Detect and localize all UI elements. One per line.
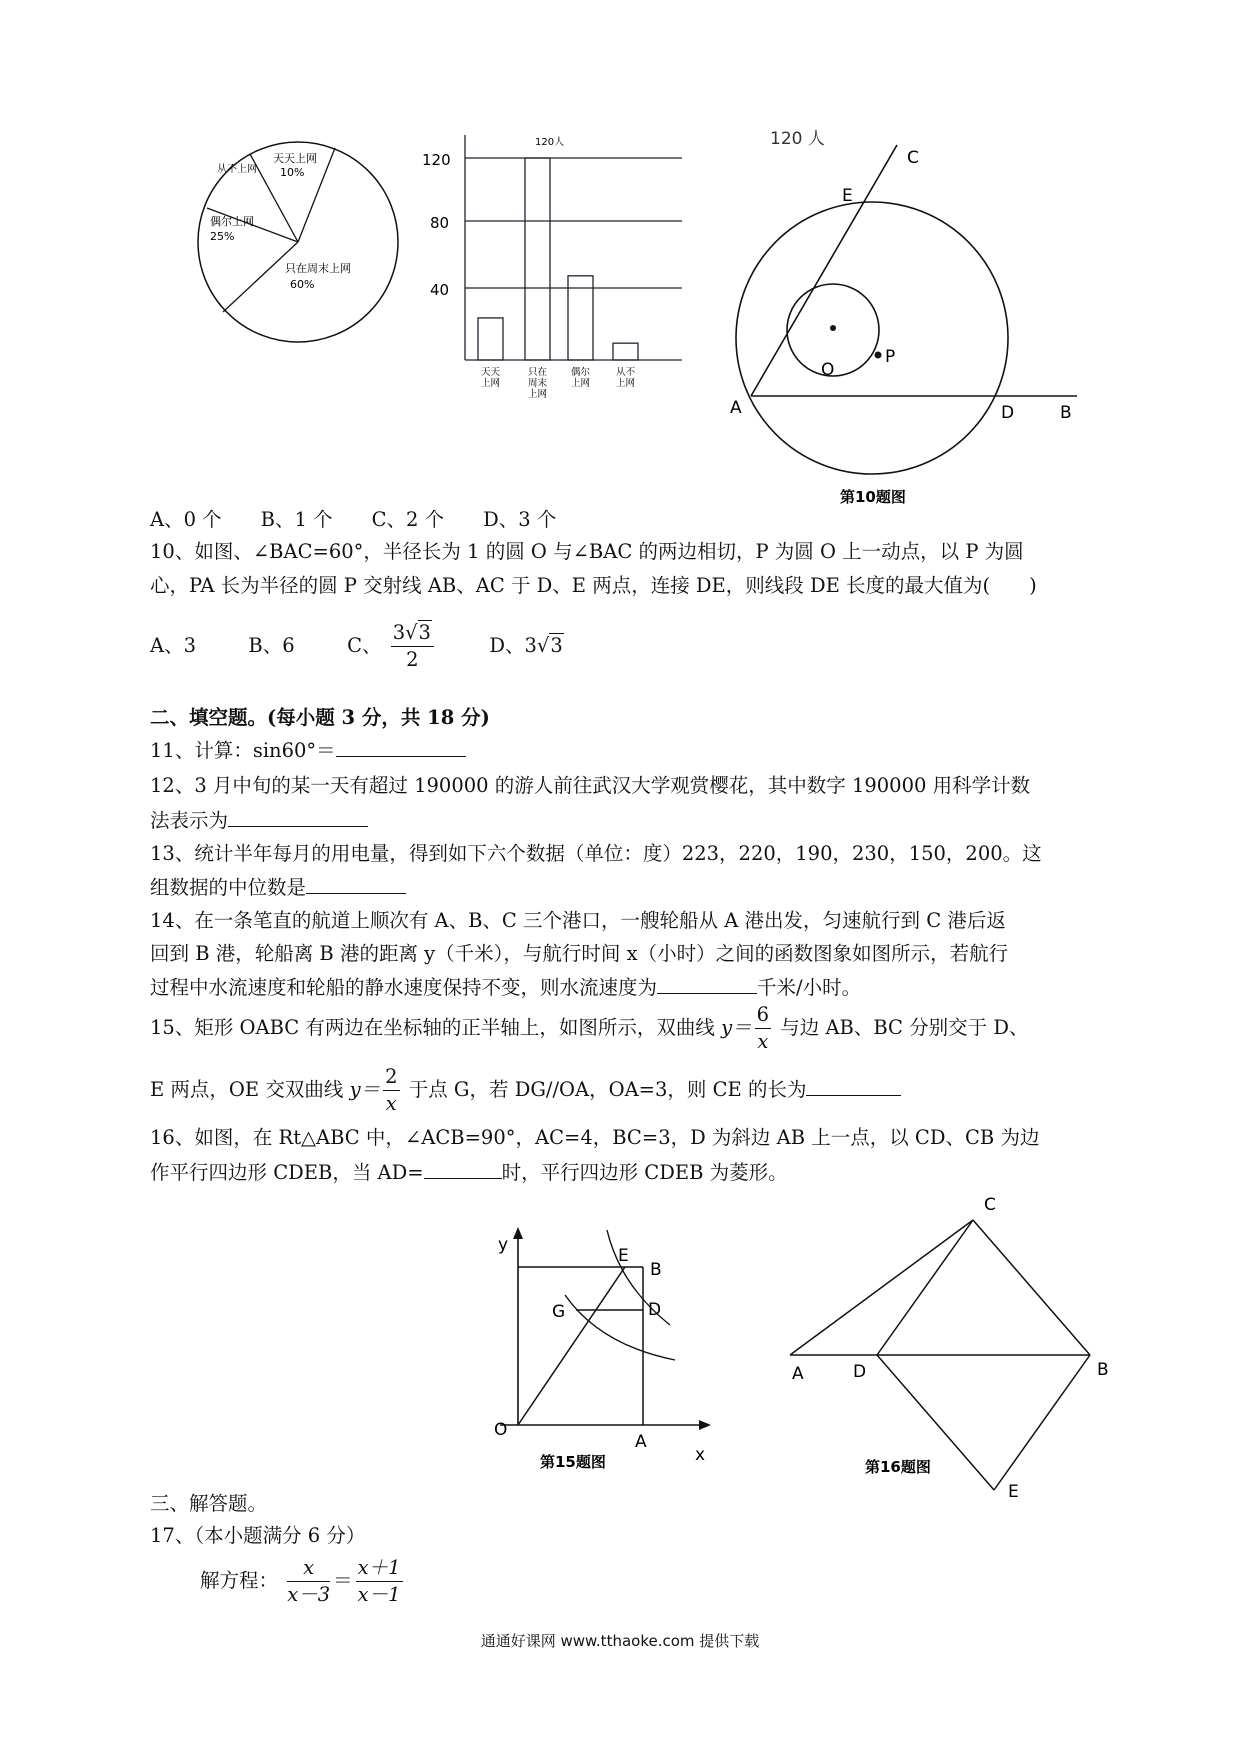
q10-c-coef: 3 [392, 621, 406, 644]
q11-text: 11、计算：sin60°＝ [150, 739, 336, 762]
fig15-label-y: y [498, 1235, 509, 1255]
pie-label-sometimes: 偶尔上网 [210, 215, 254, 228]
fig16-segment-eb [994, 1355, 1090, 1490]
figure-10 [715, 130, 1095, 514]
q17-right-den: x－1 [357, 1583, 401, 1606]
q14-line2: 回到 B 港，轮船离 B 港的距离 y（千米），与航行时间 x（小时）之间的函数图象如图所示，若航行 [150, 942, 1009, 965]
figure-15 [480, 1225, 730, 1494]
bar-4 [613, 343, 638, 360]
q17-left-den: x－3 [287, 1583, 331, 1606]
fig10-label-c: C [907, 148, 919, 168]
q15-line2 [150, 1063, 901, 1117]
fig15-segment-oe [518, 1267, 625, 1425]
fig15-label-b: B [650, 1260, 662, 1280]
q12-blank[interactable] [228, 806, 368, 827]
bar-ytick-40: 40 [430, 281, 450, 299]
fig16-label-d: D [853, 1362, 867, 1382]
page-footer: 通通好课网 www.tthaoke.com 提供下载 [480, 1632, 760, 1650]
q15-fraction-2 [383, 1064, 399, 1117]
q10-option-d: D、3 [489, 634, 537, 657]
bar-category-label-2: 只在周末上网 [527, 367, 548, 400]
q13-text: 组数据的中位数是 [150, 876, 307, 899]
pie-pct-daily: 10% [280, 166, 305, 179]
bar-2 [525, 158, 550, 360]
fig15-label-a: A [635, 1432, 647, 1452]
q17-equals: ＝ [333, 1569, 353, 1592]
pie-label-daily: 天天上网 [273, 152, 317, 165]
figure-16-svg [780, 1195, 1120, 1505]
figure-15-svg [480, 1225, 730, 1490]
bar-chart [420, 125, 690, 419]
q16-text-b: 时，平行四边形 CDEB 为菱形。 [501, 1161, 788, 1184]
q17-equation [200, 1553, 406, 1609]
q17-left-num: x [287, 1555, 330, 1582]
bar-series [478, 158, 638, 360]
fig16-segment-cd [877, 1220, 973, 1355]
pie-pct-sometimes: 25% [210, 230, 235, 243]
fig10-label-a: A [730, 398, 742, 418]
fig15-label-x: x [695, 1445, 706, 1465]
fig15-x-arrow [699, 1420, 711, 1430]
fig15-label-o: O [494, 1420, 508, 1440]
pie-label-weekend: 只在周末上网 [285, 262, 351, 275]
q12-line2 [150, 806, 368, 835]
bar-category-label-3: 偶尔上网 [570, 367, 591, 389]
fig10-caption: 第10题图 [840, 488, 906, 506]
fig10-label-e: E [842, 186, 853, 206]
q10-option-c-fraction: $\frac{3√3}{2}$ [391, 620, 434, 673]
pie-label-never: 从不上网 [217, 164, 257, 175]
fig10-label-o: O [821, 360, 835, 380]
q14-line1: 14、在一条笔直的航道上顺次有 A、B、C 三个港口，一艘轮船从 A 港出发，匀速航行到 C 港后返 [150, 909, 1006, 932]
fig16-label-b: B [1097, 1360, 1109, 1380]
q17-prompt: 解方程： [200, 1569, 279, 1592]
fig10-label-b: B [1060, 403, 1072, 423]
q13-blank[interactable] [306, 873, 406, 894]
q17-left-fraction [287, 1555, 330, 1608]
pie-divider-4 [223, 242, 298, 312]
q15-blank[interactable] [806, 1075, 901, 1096]
fig10-center-o [830, 325, 836, 331]
bar-chart-svg [420, 125, 690, 415]
bar-ytick-80: 80 [430, 214, 450, 232]
fig10-ray-ac [751, 145, 897, 396]
fig10-label-d: D [1001, 403, 1015, 423]
q15-text-a: 15、矩形 OABC 有两边在坐标轴的正半轴上，如图所示，双曲线 [150, 1016, 722, 1039]
q15-fraction-1 [755, 1002, 771, 1055]
section-3-heading: 三、解答题。 [150, 1492, 268, 1515]
q10-line1: 10、如图、∠BAC=60°，半径长为 1 的圆 O 与∠BAC 的两边相切，P 为圆 O 上一动点，以 P 为圆 [150, 540, 1024, 563]
fig16-label-e: E [1008, 1482, 1019, 1502]
bar-category-label-4: 从不上网 [615, 367, 636, 389]
q11 [150, 736, 466, 765]
q15-text-b: 与边 AB、BC 分别交于 D、 [774, 1016, 1029, 1039]
q10-d-radicand: 3 [550, 634, 563, 657]
q13-line2 [150, 873, 406, 902]
q14-text-b: 千米/小时。 [757, 976, 862, 999]
q17-right-fraction [356, 1555, 403, 1608]
fig15-caption: 第15题图 [540, 1453, 606, 1471]
q12-line1: 12、3 月中旬的某一天有超过 190000 的游人前往武汉大学观赏樱花，其中数字 190000 用科学计数 [150, 774, 1031, 797]
q15-frac1-num: 6 [755, 1002, 771, 1029]
q14-text-a: 过程中水流速度和轮船的静水速度保持不变，则水流速度为 [150, 976, 658, 999]
figure-16 [780, 1195, 1120, 1509]
q15-text-d: 于点 G，若 DG//OA，OA=3，则 CE 的长为 [402, 1078, 807, 1101]
fig16-segment-cb [973, 1220, 1090, 1355]
fig10-label-p: P [885, 347, 896, 367]
q15-frac1-den: x [757, 1030, 769, 1053]
pie-chart-svg [195, 140, 405, 350]
q15-text-c: E 两点，OE 交双曲线 [150, 1078, 350, 1101]
fig15-label-d: D [648, 1300, 662, 1320]
q14-blank[interactable] [657, 973, 757, 994]
q15-y1: y＝ [721, 1016, 752, 1039]
q10-option-a: A、3 [150, 634, 196, 657]
q10-c-radicand: 3 [418, 621, 431, 644]
figure-10-svg [715, 130, 1095, 510]
fig15-label-e: E [618, 1246, 629, 1266]
pie-chart [195, 140, 405, 354]
q11-blank[interactable] [336, 736, 466, 757]
fig16-label-c: C [984, 1195, 996, 1215]
q13-line1: 13、统计半年每月的用电量，得到如下六个数据（单位：度）223，220，190，230，150，200。这 [150, 842, 1042, 865]
q16-blank[interactable] [424, 1158, 502, 1179]
bar-1 [478, 318, 503, 360]
q12-text: 法表示为 [150, 809, 229, 832]
fig16-caption: 第16题图 [865, 1458, 931, 1476]
fig16-segment-ac [790, 1220, 973, 1355]
q16-line2 [150, 1158, 788, 1187]
q17-title: 17、（本小题满分 6 分） [150, 1524, 366, 1547]
q10-line2: 心，PA 长为半径的圆 P 交射线 AB、AC 于 D、E 两点，连接 DE，则线段 DE 长度的最大值为( ) [150, 574, 1037, 597]
q15-y2: y＝ [349, 1078, 381, 1101]
fig10-point-p [875, 352, 882, 359]
q17-right-num: x＋1 [356, 1555, 403, 1582]
q15-frac2-den: x [385, 1092, 397, 1115]
section-2-heading: 二、填空题。(每小题 3 分，共 18 分) [150, 706, 490, 729]
q15-line1 [150, 1001, 1029, 1055]
bar-category-label-1: 天天上网 [480, 367, 501, 389]
fig10-cut-text: 120 人 [770, 130, 825, 149]
q9-options: A、0 个 B、1 个 C、2 个 D、3 个 [150, 508, 557, 531]
pie-pct-weekend: 60% [290, 278, 315, 291]
q16-line1: 16、如图，在 Rt△ABC 中，∠ACB=90°，AC=4，BC=3，D 为斜边 AB 上一点，以 CD、CB 为边 [150, 1126, 1040, 1149]
q10-option-b: B、6 [248, 634, 295, 657]
fig15-y-arrow [513, 1227, 523, 1239]
fig10-circle-p [736, 202, 1008, 474]
q10-c-denominator: 2 [406, 648, 419, 671]
q10-option-c: C、 [347, 634, 382, 657]
q16-text-a: 作平行四边形 CDEB，当 AD= [150, 1161, 424, 1184]
q15-frac2-num: 2 [383, 1064, 399, 1091]
fig15-label-g: G [552, 1302, 566, 1322]
q14-line3 [150, 973, 861, 1002]
q10-options: A、3 B、6 C、 $\frac{3√3}{2}$ D、3√3 [150, 621, 563, 671]
bar-ytick-120: 120 [422, 151, 451, 169]
fig16-label-a: A [792, 1364, 804, 1384]
bar-annotation: 120人 [535, 137, 565, 148]
